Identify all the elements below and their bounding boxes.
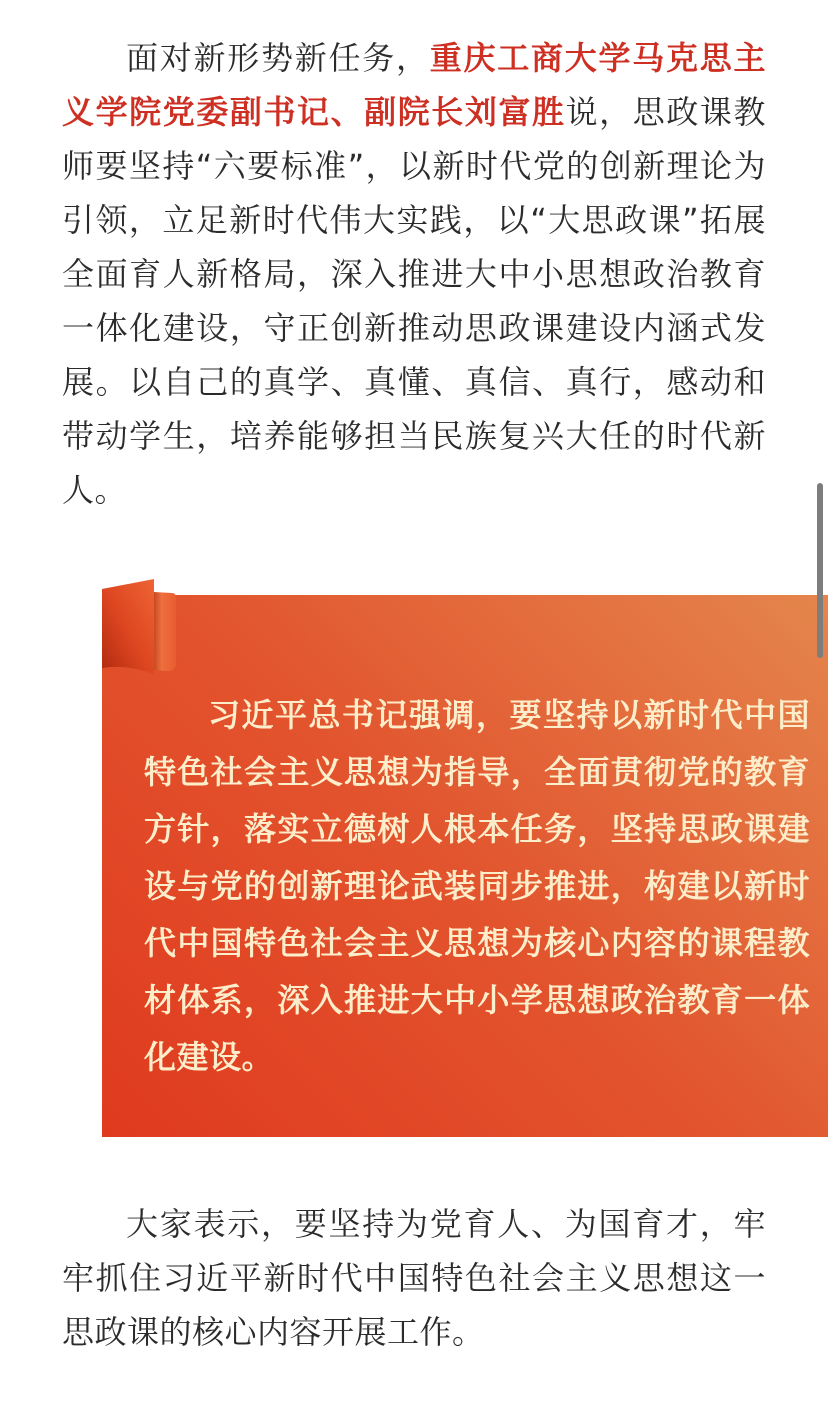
quote-text: 习近平总书记强调，要坚持以新时代中国特色社会主义思想为指导，全面贯彻党的教育方针，落实立德树人根本任务，坚持思政课建设与党的创新理论武装同步推进，构建以新时代中国特色社会主义思想为核心内容的课程教材体系，深入推进大中小学思想政治教育一体化建设。 [144, 696, 810, 1076]
speaker-name-highlight[interactable]: 重庆工商大学马克思主义学院党委副书记、副院长刘富胜 [62, 39, 766, 131]
quote-card [102, 595, 828, 1137]
scrollbar-thumb[interactable] [817, 483, 823, 658]
paragraph-intro [62, 0, 766, 517]
paragraph-intro-prefix: 面对新形势新任务， [126, 39, 430, 77]
paragraph-intro-suffix: 说，思政课教师要坚持“六要标准”，以新时代党的创新理论为引领，立足新时代伟大实践，以“大思政课”拓展全面育人新格局，深入推进大中小思想政治教育一体化建设，守正创新推动思政课建设内涵式发展。以自己的真学、真懂、真信、真行，感动和带动学生，培养能够担当民族复兴大任的时代新人。 [62, 93, 766, 509]
paragraph-closing: 大家表示，要坚持为党育人、为国育才，牢牢抓住习近平新时代中国特色社会主义思想这一思政课的核心内容开展工作。 [62, 1205, 766, 1351]
ribbon-fold-icon [102, 578, 178, 675]
